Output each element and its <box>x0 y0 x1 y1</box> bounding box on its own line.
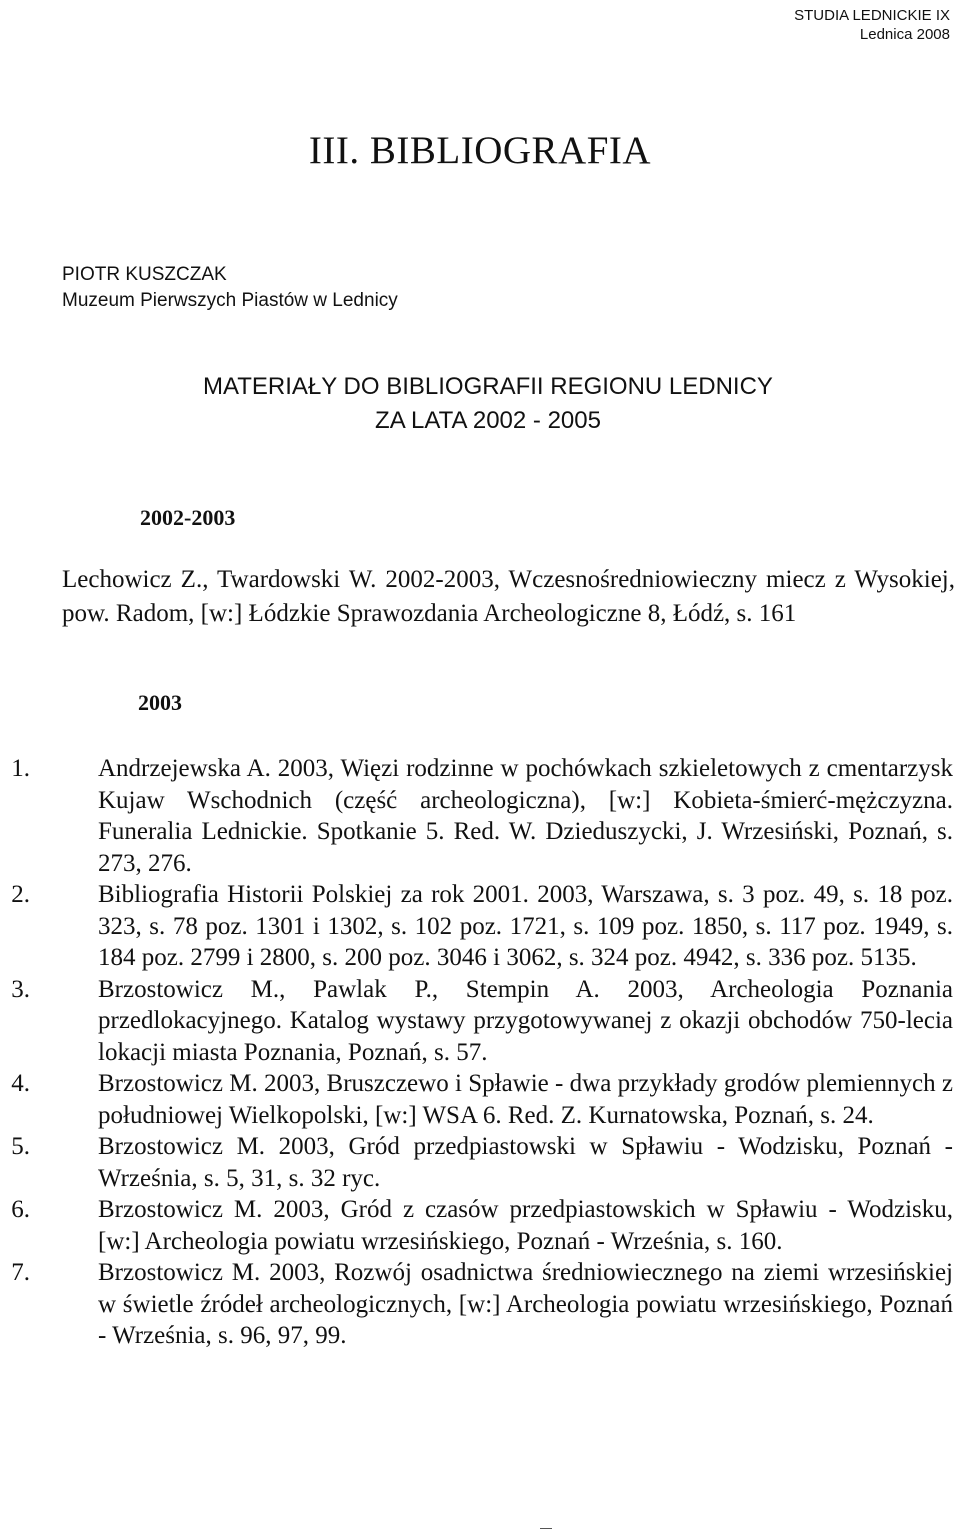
bibliography-entry <box>0 753 960 879</box>
entry-text: Brzostowicz M., Pawlak P., Stempin A. 2003, Archeologia Poznania przedlokacyjnego. Katalog wystawy przygotowywanej z okazji obchodów 750-lecia lokacji miasta Poznania, Poznań, s. 57. <box>98 975 953 1066</box>
entry-text: Brzostowicz M. 2003, Rozwój osadnictwa średniowiecznego na ziemi wrzesińskiej w świetle źródeł archeologicznych, [w:] Archeologia powiatu wrzesińskiego, Poznań - Września, s. 96, 97, 99. <box>98 1259 953 1349</box>
bibliography-entry <box>0 1131 960 1194</box>
entry-number: 4. <box>11 1070 30 1097</box>
entry-number: 2. <box>11 881 30 908</box>
journal-name: STUDIA LEDNICKIE IX <box>794 7 950 24</box>
entry-text: Bibliografia Historii Polskiej za rok 2001. 2003, Warszawa, s. 3 poz. 49, s. 18 poz. 323, s. 78 poz. 1301 i 1302, s. 102 poz. 1721, s. 109 poz. 1850, s. 117 poz. 1949, s. 184 poz. 2799 i 2800, s. 200 poz. 3046 i 3062, s. 324 poz. 4942, s. 336 poz. 5135. <box>98 881 953 971</box>
author-block <box>62 262 398 314</box>
bibliography-entry <box>0 1257 960 1352</box>
article-title-line-2: ZA LATA 2002 - 2005 <box>375 407 601 434</box>
entry-number: 6. <box>11 1196 30 1223</box>
bibliography-entry <box>0 1194 960 1257</box>
bibliography-entry-unnumbered: Lechowicz Z., Twardowski W. 2002-2003, Wczesnośredniowieczny miecz z Wysokiej, pow. Radom, [w:] Łódzkie Sprawozdania Archeologiczne 8, Łódź, s. 161 <box>62 566 955 627</box>
year-heading-2002-2003: 2002-2003 <box>140 505 236 530</box>
entry-number: 7. <box>11 1259 30 1286</box>
article-title-line-1: MATERIAŁY DO BIBLIOGRAFII REGIONU LEDNICY <box>203 373 773 400</box>
scan-mark <box>540 1528 552 1529</box>
entry-number: 5. <box>11 1133 30 1160</box>
bibliography-entry <box>0 1068 960 1131</box>
article-title <box>0 370 960 438</box>
entry-text: Brzostowicz M. 2003, Gród przedpiastowski w Spławiu - Wodzisku, Poznań - Września, s. 5, 31, s. 32 ryc. <box>98 1133 953 1192</box>
journal-place-year: Lednica 2008 <box>859 26 950 43</box>
bibliography-entry <box>0 974 960 1069</box>
author-name: PIOTR KUSZCZAK <box>62 264 227 285</box>
entry-text: Andrzejewska A. 2003, Więzi rodzinne w pochówkach szkieletowych z cmentarzysk Kujaw Wschodnich (część archeologiczna), [w:] Kobieta-śmierć-mężczyzna. Funeralia Lednickie. Spotkanie 5. Red. W. Dzieduszycki, J. Wrzesiński, Poznań, s. 273, 276. <box>98 755 953 877</box>
entry-number: 3. <box>11 975 30 1003</box>
year-heading-2003: 2003 <box>138 690 182 715</box>
entry-number: 1. <box>11 755 30 782</box>
section-title: III. BIBLIOGRAFIA <box>308 129 652 172</box>
bibliography-list <box>0 753 960 1352</box>
bibliography-entry <box>0 879 960 974</box>
running-header <box>794 6 950 44</box>
entry-text: Brzostowicz M. 2003, Bruszczewo i Spławie - dwa przykłady grodów plemiennych z południowej Wielkopolski, [w:] WSA 6. Red. Z. Kurnatowska, Poznań, s. 24. <box>98 1070 953 1129</box>
author-affiliation: Muzeum Pierwszych Piastów w Lednicy <box>62 290 398 311</box>
entry-text: Brzostowicz M. 2003, Gród z czasów przedpiastowskich w Spławiu - Wodzisku, [w:] Archeologia powiatu wrzesińskiego, Poznań - Września, s. 160. <box>98 1196 953 1255</box>
